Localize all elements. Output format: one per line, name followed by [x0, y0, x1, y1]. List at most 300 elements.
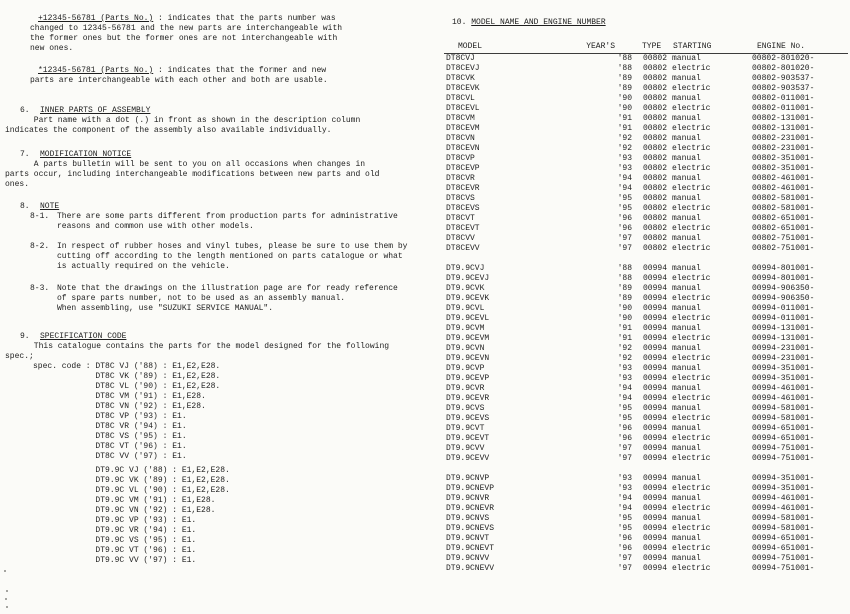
model-cell-start: electric: [672, 484, 711, 493]
text-line: ones.: [5, 180, 30, 189]
model-cell-model: DT9.9CEVS: [446, 414, 490, 423]
model-cell-type: 00802: [643, 234, 668, 243]
text-line: parts occur, including interchangeable modifications between new parts and old: [5, 170, 380, 179]
text-line: new ones.: [30, 44, 74, 53]
model-cell-year: '94: [617, 384, 632, 393]
model-cell-eng: 00802-131001-: [752, 114, 815, 123]
model-row: [444, 524, 848, 534]
model-row: [444, 104, 848, 114]
model-cell-year: '96: [617, 534, 632, 543]
model-cell-model: DT8CVP: [446, 154, 475, 163]
model-cell-eng: 00802-351001-: [752, 154, 815, 163]
model-cell-eng: 00994-351001-: [752, 484, 815, 493]
model-cell-start: manual: [672, 384, 701, 393]
model-cell-eng: 00802-131001-: [752, 124, 815, 133]
model-cell-start: electric: [672, 454, 711, 463]
model-cell-type: 00802: [643, 54, 668, 63]
text-line: A parts bulletin will be sent to you on all occasions when changes in: [5, 160, 366, 169]
model-cell-start: manual: [672, 194, 701, 203]
model-cell-start: electric: [672, 374, 711, 383]
model-cell-start: electric: [672, 354, 711, 363]
model-cell-type: 00802: [643, 174, 668, 183]
note-item-8-3: [30, 284, 433, 314]
model-cell-type: 00994: [643, 324, 668, 333]
model-cell-model: DT9.9CEVP: [446, 374, 490, 383]
model-cell-year: '95: [617, 524, 632, 533]
model-cell-eng: 00994-581001-: [752, 414, 815, 423]
text-line: DT9.9C VP ('93) : E1.: [33, 516, 197, 525]
model-cell-eng: 00994-906350-: [752, 294, 815, 303]
model-row: [444, 54, 848, 65]
model-row: [444, 184, 848, 194]
scan-speck: [6, 606, 8, 608]
model-cell-eng: 00994-231001-: [752, 344, 815, 353]
model-cell-eng: 00994-581001-: [752, 404, 815, 413]
model-row: [444, 424, 848, 434]
text-line: DT9.9C VS ('95) : E1.: [33, 536, 197, 545]
model-cell-model: DT9.9CEVL: [446, 314, 490, 323]
text-line: DT9.9C VR ('94) : E1.: [33, 526, 197, 535]
model-cell-type: 00802: [643, 184, 668, 193]
model-row: [444, 534, 848, 544]
model-cell-start: electric: [672, 274, 711, 283]
model-cell-model: DT9.9CEVR: [446, 394, 490, 403]
model-cell-year: '95: [617, 204, 632, 213]
text-line: reasons and common use with other models.: [57, 222, 254, 231]
legend-continuation: [30, 76, 433, 86]
model-cell-model: DT9.9CEVK: [446, 294, 490, 303]
model-cell-model: DT9.9CNEVP: [446, 484, 495, 493]
model-cell-type: 00994: [643, 314, 668, 323]
text-line: DT8C VK ('89) : E1,E2,E28.: [33, 372, 221, 381]
model-row: [444, 344, 848, 354]
model-cell-start: electric: [672, 184, 711, 193]
model-cell-year: '96: [617, 214, 632, 223]
model-cell-eng: 00994-651001-: [752, 534, 815, 543]
model-row: [444, 64, 848, 74]
model-cell-eng: 00802-751001-: [752, 234, 815, 243]
model-cell-eng: 00802-231001-: [752, 134, 815, 143]
model-cell-year: '92: [617, 344, 632, 353]
model-cell-start: manual: [672, 364, 701, 373]
model-cell-model: DT8CEVR: [446, 184, 480, 193]
model-cell-eng: 00802-801020-: [752, 54, 815, 63]
section-title: MODIFICATION NOTICE: [40, 150, 132, 159]
model-cell-eng: 00994-801001-: [752, 274, 815, 283]
model-cell-start: electric: [672, 144, 711, 153]
model-cell-start: manual: [672, 514, 701, 523]
model-cell-year: '97: [617, 244, 632, 253]
model-cell-eng: 00994-651001-: [752, 424, 815, 433]
model-cell-type: 00994: [643, 394, 668, 403]
section-title: SPECIFICATION CODE: [40, 332, 127, 341]
model-cell-type: 00994: [643, 414, 668, 423]
model-cell-type: 00994: [643, 354, 668, 363]
text-line: of spare parts number, not to be used as an assembly manual.: [57, 294, 346, 303]
model-row: [444, 94, 848, 104]
model-cell-model: DT8CVL: [446, 94, 475, 103]
model-cell-eng: 00994-231001-: [752, 354, 815, 363]
model-cell-type: 00802: [643, 164, 668, 173]
model-row: [444, 284, 848, 294]
model-row: [444, 74, 848, 84]
text-line: DT9.9C VM ('91) : E1,E28.: [33, 496, 216, 505]
text-line: There are some parts different from production parts for administrative: [57, 212, 398, 221]
model-cell-year: '88: [617, 54, 632, 63]
text-line: DT9.9C VV ('97) : E1.: [33, 556, 197, 565]
model-cell-start: manual: [672, 534, 701, 543]
model-cell-start: electric: [672, 64, 711, 73]
text-line: spec. code : DT8C VJ ('88) : E1,E2,E28.: [33, 362, 221, 371]
model-cell-model: DT8CEVV: [446, 244, 480, 253]
model-cell-start: electric: [672, 104, 711, 113]
model-row: [444, 144, 848, 154]
model-cell-type: 00994: [643, 284, 668, 293]
model-cell-year: '89: [617, 294, 632, 303]
model-cell-start: manual: [672, 234, 701, 243]
model-cell-eng: 00994-461001-: [752, 384, 815, 393]
model-cell-year: '89: [617, 284, 632, 293]
model-cell-type: 00994: [643, 494, 668, 503]
model-cell-type: 00802: [643, 94, 668, 103]
model-cell-eng: 00802-011001-: [752, 94, 815, 103]
model-cell-year: '88: [617, 274, 632, 283]
text-line: changed to 12345-56781 and the new parts are interchangeable with: [30, 24, 343, 33]
scan-speck: [6, 590, 8, 592]
column-header-engine-no: ENGINE No.: [748, 42, 848, 54]
model-row: [444, 484, 848, 494]
section-title: MODEL NAME AND ENGINE NUMBER: [471, 18, 606, 27]
model-cell-model: DT9.9CNVV: [446, 554, 490, 563]
model-cell-model: DT9.9CNVR: [446, 494, 490, 503]
legend-parts-interchangeable: [30, 66, 433, 86]
model-cell-eng: 00994-651001-: [752, 544, 815, 553]
text-line: DT8C VP ('93) : E1.: [33, 412, 187, 421]
column-header-starting: STARTING: [668, 42, 748, 54]
model-cell-model: DT8CVV: [446, 234, 475, 243]
model-row: [444, 394, 848, 404]
model-row: [444, 444, 848, 454]
model-cell-type: 00994: [643, 554, 668, 563]
model-cell-eng: 00994-751001-: [752, 454, 815, 463]
model-cell-type: 00994: [643, 334, 668, 343]
model-cell-year: '92: [617, 144, 632, 153]
model-row: [444, 324, 848, 334]
model-cell-eng: 00994-131001-: [752, 324, 815, 333]
model-cell-type: 00994: [643, 274, 668, 283]
model-cell-model: DT8CEVM: [446, 124, 480, 133]
model-cell-type: 00802: [643, 154, 668, 163]
model-cell-model: DT9.9CEVJ: [446, 274, 490, 283]
model-row: [444, 374, 848, 384]
model-cell-model: DT9.9CVP: [446, 364, 485, 373]
model-cell-year: '95: [617, 414, 632, 423]
model-cell-year: '95: [617, 194, 632, 203]
model-cell-eng: 00994-801001-: [752, 264, 815, 273]
model-cell-eng: 00994-651001-: [752, 434, 815, 443]
text-line: the former ones but the former ones are not interchangeable with: [30, 34, 338, 43]
spec-code-list: [33, 362, 433, 566]
text-line: In respect of rubber hoses and vinyl tubes, please be sure to use them by: [57, 242, 408, 251]
text-line: DT9.9C VN ('92) : E1,E28.: [33, 506, 216, 515]
model-cell-start: manual: [672, 114, 701, 123]
model-cell-year: '88: [617, 264, 632, 273]
model-cell-eng: 00802-903537-: [752, 74, 815, 83]
model-cell-model: DT9.9CEVV: [446, 454, 490, 463]
model-row: [444, 194, 848, 204]
model-cell-eng: 00994-751001-: [752, 554, 815, 563]
note-body: [57, 242, 407, 272]
model-cell-eng: 00802-231001-: [752, 144, 815, 153]
text-line: DT9.9C VJ ('88) : E1,E2,E28.: [33, 466, 230, 475]
text-line: indicates the component of the assembly also available individually.: [5, 126, 332, 135]
section-specification-code: [5, 332, 433, 566]
model-cell-start: electric: [672, 544, 711, 553]
text-line: DT8C VM ('91) : E1,E28.: [33, 392, 206, 401]
scan-speck: [5, 598, 7, 600]
model-cell-model: DT8CEVK: [446, 84, 480, 93]
model-row: [444, 114, 848, 124]
model-row: [444, 414, 848, 424]
model-cell-year: '89: [617, 74, 632, 83]
model-cell-eng: 00802-903537-: [752, 84, 815, 93]
model-cell-start: manual: [672, 264, 701, 273]
model-cell-year: '94: [617, 184, 632, 193]
model-cell-year: '97: [617, 564, 632, 573]
model-cell-type: 00802: [643, 124, 668, 133]
model-cell-start: electric: [672, 84, 711, 93]
model-row: [444, 264, 848, 274]
model-cell-start: manual: [672, 324, 701, 333]
model-cell-eng: 00802-581001-: [752, 204, 815, 213]
model-cell-year: '93: [617, 484, 632, 493]
model-cell-start: electric: [672, 164, 711, 173]
model-cell-eng: 00802-581001-: [752, 194, 815, 203]
model-cell-eng: 00802-011001-: [752, 104, 815, 113]
note-label: 8-2.: [30, 242, 50, 251]
model-row: [444, 454, 848, 464]
model-cell-year: '97: [617, 234, 632, 243]
model-cell-model: DT9.9CEVM: [446, 334, 490, 343]
model-row: [444, 504, 848, 514]
model-row: [444, 494, 848, 504]
model-cell-type: 00994: [643, 514, 668, 523]
note-item-8-2: [30, 242, 433, 272]
model-cell-model: DT8CVR: [446, 174, 475, 183]
model-cell-eng: 00802-651001-: [752, 224, 815, 233]
model-cell-start: manual: [672, 174, 701, 183]
legend-term: *12345-56781 (Parts No.): [38, 66, 154, 75]
section-number: 10.: [452, 18, 467, 27]
model-cell-model: DT9.9CNVP: [446, 474, 490, 483]
model-cell-model: DT9.9CNVS: [446, 514, 490, 523]
model-cell-start: manual: [672, 424, 701, 433]
model-row: [444, 404, 848, 414]
model-cell-model: DT8CEVL: [446, 104, 480, 113]
model-row: [444, 224, 848, 234]
model-cell-model: DT9.9CNEVV: [446, 564, 495, 573]
section-heading: [20, 202, 433, 212]
model-row: [444, 384, 848, 394]
text-line: DT9.9C VK ('89) : E1,E2,E28.: [33, 476, 230, 485]
section-body: [5, 116, 433, 136]
scan-speck: [4, 570, 6, 572]
model-cell-start: manual: [672, 74, 701, 83]
model-cell-year: '90: [617, 304, 632, 313]
model-cell-type: 00994: [643, 344, 668, 353]
model-cell-year: '93: [617, 364, 632, 373]
model-row: [444, 274, 848, 284]
note-item-8-1: [30, 212, 433, 232]
model-cell-year: '91: [617, 114, 632, 123]
model-cell-eng: 00994-351001-: [752, 474, 815, 483]
section-number: 9.: [20, 332, 30, 341]
model-cell-model: DT8CEVT: [446, 224, 480, 233]
column-header-type: TYPE: [634, 42, 668, 54]
text-line: DT9.9C VT ('96) : E1.: [33, 546, 197, 555]
note-body: [57, 284, 398, 314]
model-cell-year: '90: [617, 314, 632, 323]
model-cell-year: '97: [617, 554, 632, 563]
model-cell-type: 00802: [643, 244, 668, 253]
model-row: [444, 544, 848, 554]
model-row: [444, 354, 848, 364]
model-cell-type: 00802: [643, 84, 668, 93]
model-row: [444, 364, 848, 374]
model-cell-type: 00802: [643, 194, 668, 203]
model-cell-year: '91: [617, 324, 632, 333]
model-cell-model: DT8CVS: [446, 194, 475, 203]
model-cell-type: 00994: [643, 444, 668, 453]
table-group-spacer: [444, 464, 848, 474]
text-line: DT9.9C VL ('90) : E1,E2,E28.: [33, 486, 230, 495]
model-row: [444, 244, 848, 254]
section-heading: [20, 332, 433, 342]
model-cell-model: DT9.9CEVN: [446, 354, 490, 363]
section-modification-notice: [5, 150, 433, 190]
model-cell-model: DT9.9CVL: [446, 304, 485, 313]
text-line: Part name with a dot (.) in front as shown in the description column: [5, 116, 361, 125]
model-cell-model: DT9.9CNVT: [446, 534, 490, 543]
model-cell-start: manual: [672, 284, 701, 293]
note-label: 8-1.: [30, 212, 50, 221]
note-body: [57, 212, 398, 232]
model-cell-model: DT9.9CVT: [446, 424, 485, 433]
model-cell-year: '92: [617, 134, 632, 143]
model-cell-eng: 00994-351001-: [752, 374, 815, 383]
model-cell-year: '95: [617, 404, 632, 413]
model-cell-start: electric: [672, 224, 711, 233]
model-row: [444, 514, 848, 524]
model-cell-type: 00802: [643, 74, 668, 83]
text-line: DT8C VL ('90) : E1,E2,E28.: [33, 382, 221, 391]
model-cell-start: manual: [672, 554, 701, 563]
model-row: [444, 234, 848, 244]
model-cell-year: '94: [617, 494, 632, 503]
legend-after: : indicates that the former and new: [153, 66, 327, 75]
left-column: [5, 14, 433, 566]
model-row: [444, 134, 848, 144]
model-cell-model: DT8CEVP: [446, 164, 480, 173]
text-line: When assembling, use "SUZUKI SERVICE MANUAL".: [57, 304, 274, 313]
text-line: cutting off according to the length mentioned on parts catalogue or what: [57, 252, 403, 261]
model-cell-type: 00994: [643, 474, 668, 483]
model-cell-type: 00994: [643, 364, 668, 373]
model-cell-year: '93: [617, 474, 632, 483]
model-cell-type: 00994: [643, 404, 668, 413]
model-cell-model: DT8CEVN: [446, 144, 480, 153]
model-row: [444, 294, 848, 304]
model-row: [444, 124, 848, 134]
model-cell-start: electric: [672, 504, 711, 513]
model-cell-type: 00802: [643, 64, 668, 73]
model-cell-year: '92: [617, 354, 632, 363]
legend-after: : indicates that the parts number was: [153, 14, 336, 23]
model-cell-year: '91: [617, 124, 632, 133]
model-cell-year: '96: [617, 544, 632, 553]
model-cell-start: electric: [672, 294, 711, 303]
model-cell-type: 00802: [643, 224, 668, 233]
model-cell-model: DT9.9CEVT: [446, 434, 490, 443]
model-cell-eng: 00802-651001-: [752, 214, 815, 223]
column-header-years: YEAR'S: [584, 42, 634, 54]
model-cell-eng: 00994-751001-: [752, 564, 815, 573]
model-cell-model: DT8CVK: [446, 74, 475, 83]
model-cell-eng: 00802-351001-: [752, 164, 815, 173]
model-cell-type: 00994: [643, 384, 668, 393]
model-cell-eng: 00994-131001-: [752, 334, 815, 343]
section-heading: [20, 150, 433, 160]
model-cell-type: 00994: [643, 534, 668, 543]
model-cell-eng: 00994-906350-: [752, 284, 815, 293]
model-cell-eng: 00994-751001-: [752, 444, 815, 453]
model-cell-start: manual: [672, 344, 701, 353]
legend-parts-number-changed: [30, 14, 433, 54]
legend-continuation: [30, 24, 433, 54]
model-cell-start: electric: [672, 244, 711, 253]
table-body: [444, 54, 848, 575]
model-cell-year: '93: [617, 154, 632, 163]
model-cell-eng: 00994-011001-: [752, 314, 815, 323]
model-row: [444, 564, 848, 574]
model-cell-model: DT8CVN: [446, 134, 475, 143]
model-cell-type: 00994: [643, 544, 668, 553]
model-cell-year: '96: [617, 434, 632, 443]
section-body: [5, 160, 433, 190]
section-title: NOTE: [40, 202, 60, 211]
model-cell-start: manual: [672, 134, 701, 143]
model-engine-section: [440, 18, 848, 574]
section-note: [5, 202, 433, 314]
model-cell-year: '90: [617, 104, 632, 113]
model-cell-year: '89: [617, 84, 632, 93]
text-line: Note that the drawings on the illustration page are for ready reference: [57, 284, 398, 293]
model-row: [444, 174, 848, 184]
text-line: DT8C VR ('94) : E1.: [33, 422, 187, 431]
model-cell-eng: 00994-581001-: [752, 514, 815, 523]
text-line: This catalogue contains the parts for the model designed for the following: [5, 342, 390, 351]
text-line: DT8C VN ('92) : E1,E28.: [33, 402, 206, 411]
section-heading: [452, 18, 848, 28]
model-cell-type: 00802: [643, 134, 668, 143]
model-cell-model: DT9.9CVS: [446, 404, 485, 413]
model-cell-year: '97: [617, 444, 632, 453]
model-cell-type: 00802: [643, 204, 668, 213]
model-cell-year: '88: [617, 64, 632, 73]
section-number: 7.: [20, 150, 30, 159]
model-cell-year: '94: [617, 394, 632, 403]
text-line: is actually required on the vehicle.: [57, 262, 230, 271]
